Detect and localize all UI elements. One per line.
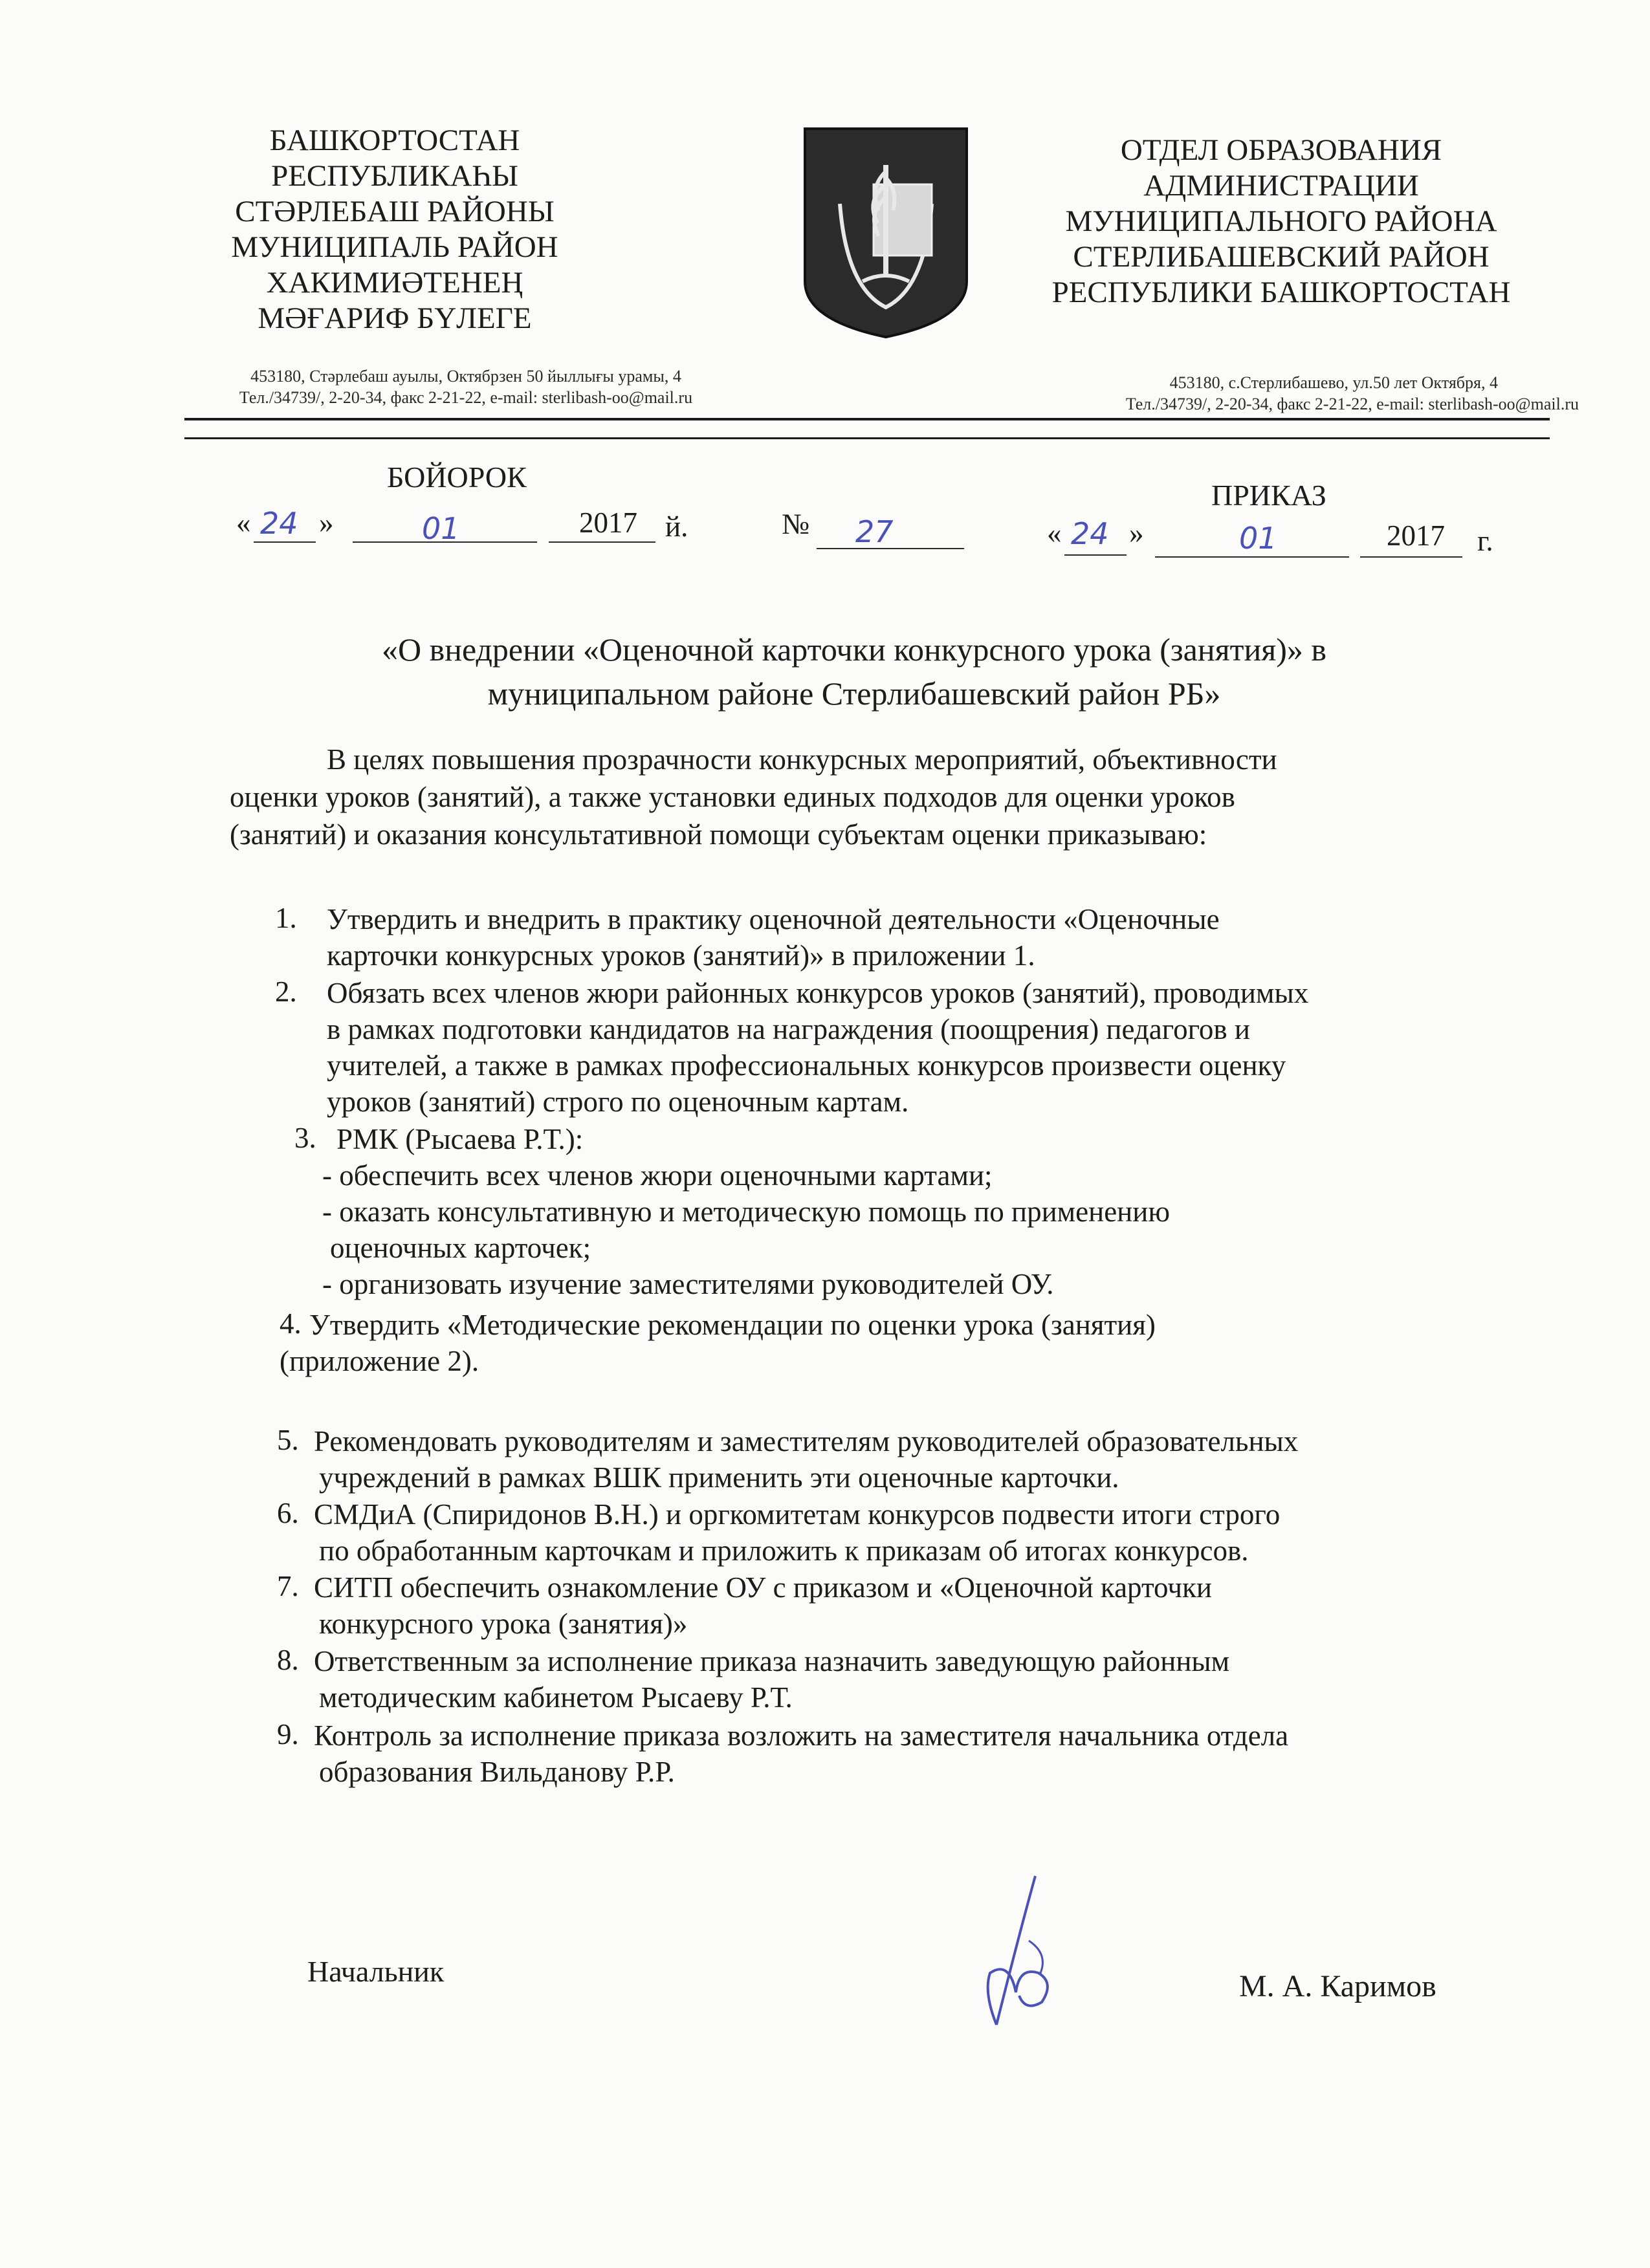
item-number: 7. (277, 1570, 299, 1602)
right-year-suffix: г. (1477, 525, 1493, 557)
right-month-handwritten: 01 (1239, 521, 1277, 556)
list-item (314, 1423, 1491, 1496)
item-number: 2. (275, 976, 297, 1008)
header-left-line: МУНИЦИПАЛЬ РАЙОН (231, 230, 558, 264)
document-title-line: муниципальном районе Стерлибашевский район РБ» (487, 675, 1221, 712)
handwritten-signature (958, 1863, 1100, 2044)
list-item-line: РМК (Рысаева Р.Т.): (336, 1123, 584, 1155)
left-year: 2017 (579, 507, 637, 539)
list-item (314, 1569, 1491, 1642)
header-right-block (1006, 133, 1556, 311)
right-date-close-quote: » (1129, 517, 1144, 549)
document-title (214, 627, 1495, 715)
list-item-line: СМДиА (Спиридонов В.Н.) и оргкомитетам конкурсов подвести итоги строго (314, 1498, 1281, 1531)
right-date-open-quote: « (1047, 517, 1062, 549)
header-right-line: МУНИЦИПАЛЬНОГО РАЙОНА (1065, 204, 1497, 238)
right-address-line: 453180, с.Стерлибашево, ул.50 лет Октября, 4 (1169, 373, 1498, 392)
item-number: 5. (277, 1424, 299, 1456)
list-item-line: - обеспечить всех членов жюри оценочными картами; (322, 1159, 993, 1192)
signature-position: Начальник (307, 1955, 445, 1988)
left-address (175, 365, 757, 408)
intro-line: оценки уроков (занятий), а также установки единых подходов для оценки уроков (230, 781, 1235, 813)
list-item-line: Контроль за исполнение приказа возложить на заместителя начальника отдела (314, 1719, 1289, 1752)
list-item-line: Рекомендовать руководителям и заместителям руководителей образовательных (314, 1425, 1299, 1457)
header-rule-thick (184, 418, 1550, 420)
list-item-line: - оказать консультативную и методическую помощь по применению (322, 1195, 1170, 1228)
list-item-line: (приложение 2). (280, 1345, 479, 1377)
right-day-handwritten: 24 (1071, 516, 1109, 551)
list-item-line: образования Вильданову Р.Р. (319, 1756, 675, 1788)
list-item-line: уроков (занятий) строго по оценочным картам. (327, 1085, 909, 1118)
right-year: 2017 (1387, 519, 1445, 552)
list-item-line: в рамках подготовки кандидатов на награждения (поощрения) педагогов и (327, 1013, 1251, 1045)
order-heading-right: ПРИКАЗ (1211, 479, 1326, 512)
item-number: 3. (294, 1122, 316, 1154)
left-date-open-quote: « (236, 507, 251, 539)
list-item-line: Обязать всех членов жюри районных конкурсов уроков (занятий), проводимых (327, 977, 1309, 1009)
header-right-line: ОТДЕЛ ОБРАЗОВАНИЯ (1120, 133, 1442, 167)
left-day-handwritten: 24 (260, 506, 298, 541)
list-item (322, 1121, 1501, 1302)
list-item-line: учителей, а также в рамках профессиональных конкурсов произвести оценку (327, 1049, 1286, 1082)
item-number: 9. (277, 1718, 299, 1750)
coat-of-arms-emblem (801, 126, 971, 340)
list-item-line: Ответственным за исполнение приказа назначить заведующую районным (314, 1645, 1230, 1677)
list-item-line: конкурсного урока (занятия)» (319, 1608, 688, 1640)
list-item-line: учреждений в рамках ВШК применить эти оценочные карточки. (319, 1461, 1119, 1494)
intro-line: В целях повышения прозрачности конкурсных мероприятий, объективности (327, 743, 1277, 776)
signature-name: М. А. Каримов (1239, 1969, 1436, 2003)
left-year-suffix: й. (665, 510, 688, 543)
header-left-line: БАШКОРТОСТАН РЕСПУБЛИКАҺЫ (269, 124, 520, 193)
list-item-line: карточки конкурсных уроков (занятий)» в приложении 1. (327, 939, 1035, 972)
header-right-line: РЕСПУБЛИКИ БАШКОРТОСТАН (1051, 276, 1511, 309)
list-item (314, 1496, 1491, 1569)
document-title-line: «О внедрении «Оценочной карточки конкурсного урока (занятия)» в (381, 631, 1326, 668)
right-address (984, 372, 1579, 415)
intro-line: (занятий) и оказания консультативной помощи субъектам оценки приказываю: (230, 818, 1207, 851)
right-day-blank (1064, 553, 1127, 556)
header-right-line: АДМИНИСТРАЦИИ (1143, 169, 1419, 202)
list-item-line: оценочных карточек; (330, 1232, 591, 1264)
left-date-close-quote: » (319, 507, 334, 539)
order-number-handwritten: 27 (855, 514, 894, 549)
header-rule-thin (184, 437, 1550, 439)
header-left-line: СТӘРЛЕБАШ РАЙОНЫ (235, 195, 555, 228)
intro-paragraph (230, 741, 1459, 853)
item-number: 8. (277, 1644, 299, 1676)
list-item-line: Утвердить «Методические рекомендации по оценки урока (занятия) (309, 1309, 1156, 1341)
left-address-line: 453180, Стәрлебаш ауылы, Октябрзен 50 йыллығы урамы, 4 (250, 367, 681, 386)
list-item (314, 1643, 1491, 1716)
left-address-line: Тел./34739/, 2-20-34, факс 2-21-22, e-mail: sterlibash-oo@mail.ru (239, 388, 693, 407)
list-item-line: СИТП обеспечить ознакомление ОУ с приказом и «Оценочной карточки (314, 1571, 1212, 1604)
right-year-blank (1360, 555, 1462, 558)
header-right-line: СТЕРЛИБАШЕВСКИЙ РАЙОН (1073, 240, 1490, 274)
order-heading-left: БОЙОРОК (387, 461, 527, 494)
list-item (280, 1307, 1474, 1379)
list-item-line: - организовать изучение заместителями руководителей ОУ. (322, 1268, 1054, 1300)
list-item-line: Утвердить и внедрить в практику оценочной деятельности «Оценочные (327, 903, 1220, 935)
list-item (327, 901, 1491, 974)
order-number-sign: № (782, 508, 809, 540)
header-left-line: ХАКИМИӘТЕНЕҢ (266, 266, 523, 300)
item-number: 1. (275, 902, 297, 934)
header-left-block (162, 123, 628, 336)
item-number: 6. (277, 1497, 299, 1529)
header-left-line: МӘҒАРИФ БҮЛЕГЕ (258, 301, 532, 335)
list-item-line: методическим кабинетом Рысаеву Р.Т. (319, 1681, 793, 1714)
list-item (327, 975, 1491, 1120)
list-item (314, 1717, 1491, 1790)
left-month-handwritten: 01 (422, 511, 460, 546)
item-number: 4. (280, 1307, 302, 1340)
list-item-line: по обработанным карточкам и приложить к приказам об итогах конкурсов. (319, 1534, 1249, 1567)
right-address-line: Тел./34739/, 2-20-34, факс 2-21-22, e-mail: sterlibash-oo@mail.ru (1125, 395, 1579, 413)
